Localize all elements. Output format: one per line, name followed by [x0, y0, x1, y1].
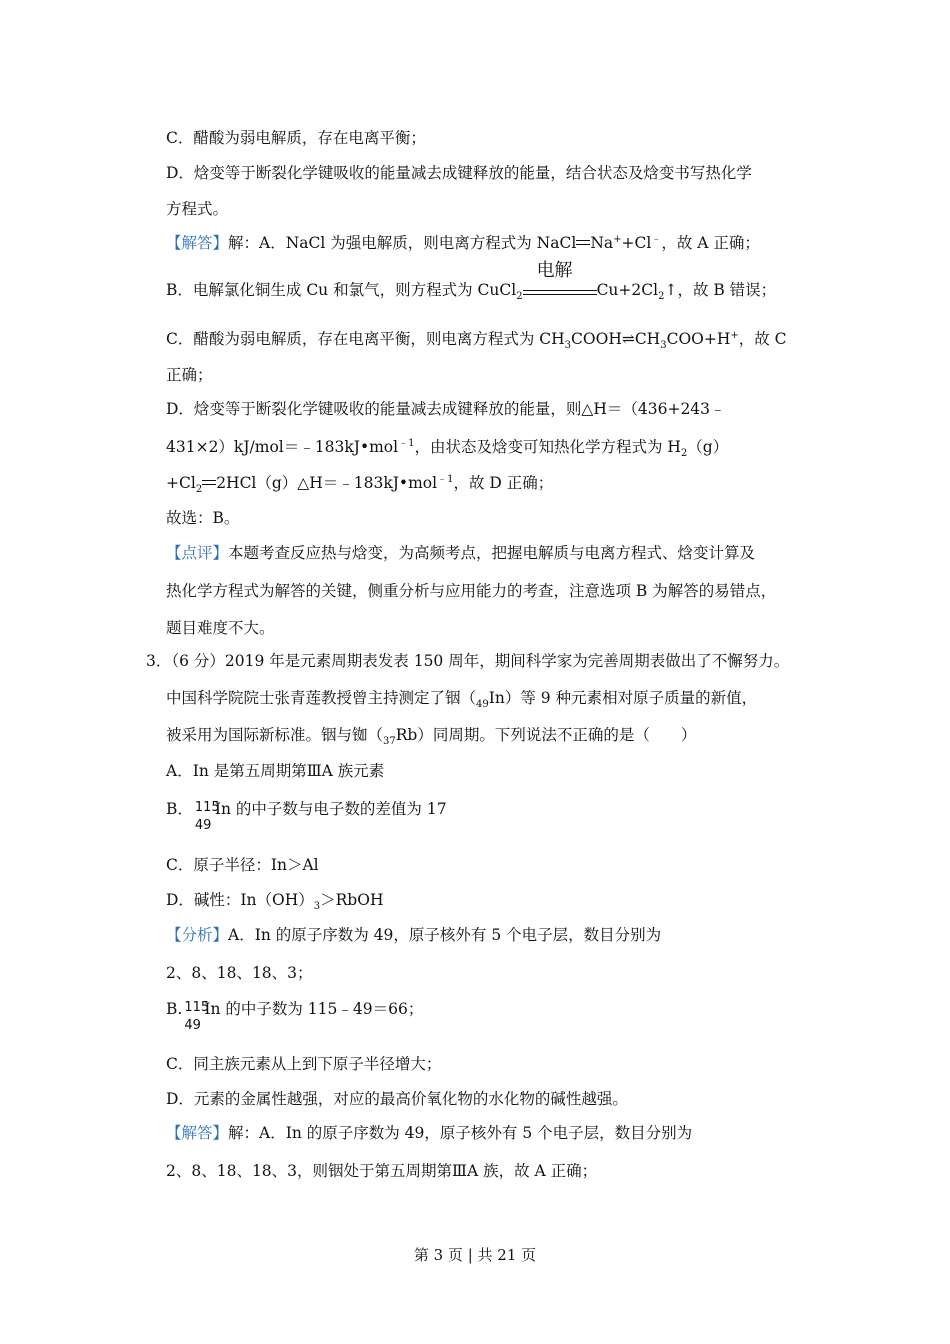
subscript: 3: [564, 340, 572, 352]
equals-sign: [576, 235, 590, 249]
superscript: ﹣: [651, 233, 662, 245]
question-3-stem: 3．（6 分）2019 年是元素周期表发表 150 周年，期间科学家为完善周期表做出了不懈努力。: [146, 652, 790, 670]
superscript: ﹣1: [398, 437, 415, 449]
text: +Cl: [621, 234, 652, 252]
text: Na: [590, 234, 614, 252]
answer-tag: 【解答】: [166, 234, 229, 252]
solution-tag: 【解答】: [166, 1124, 229, 1142]
text: ↑，故 B 错误；: [664, 281, 777, 299]
subscript: 2: [195, 484, 203, 496]
answer-line-c-cont: 正确；: [166, 366, 213, 384]
subscript: 3: [313, 901, 321, 913]
solution-line-1: [166, 1122, 692, 1144]
text: 2HCl（g）△H＝﹣183kJ•mol: [216, 474, 438, 492]
option-a: A．In 是第五周期第ⅢA 族元素: [166, 762, 385, 780]
mass-number: 115: [194, 800, 220, 815]
answer-choice: 故选：B。: [166, 509, 240, 527]
atomic-number: 49: [194, 818, 212, 833]
text: +Cl: [166, 474, 196, 492]
option-c: C．原子半径：In＞Al: [166, 856, 319, 874]
superscript: +: [613, 233, 622, 245]
text: ＞RbOH: [320, 891, 384, 909]
answer-line-d-2: [166, 436, 728, 458]
equals-sign: [202, 475, 216, 489]
superscript: ﹣1: [437, 473, 454, 485]
text: B．: [166, 800, 193, 818]
text: A．In 的原子序数为 49，原子核外有 5 个电子层，数目分别为: [228, 926, 662, 944]
answer-line-d-3: [166, 472, 553, 494]
text: B.: [166, 1000, 183, 1018]
analysis-line-4: C．同主族元素从上到下原子半径增大；: [166, 1055, 442, 1073]
text: 431×2）kJ/mol＝﹣183kJ•mol: [166, 438, 399, 456]
mass-number: 115: [184, 1000, 210, 1015]
text: 中国科学院院士张青莲教授曾主持测定了铟（: [166, 689, 477, 707]
page-footer: 第 3 页 | 共 21 页: [413, 1246, 537, 1264]
option-d: [166, 889, 383, 911]
analysis-line-5: D．元素的金属性越强，对应的最高价氧化物的水化物的碱性越强。: [166, 1090, 628, 1108]
answer-line-a: [166, 232, 760, 254]
subscript: 2: [680, 448, 688, 460]
subscript: 3: [660, 340, 667, 352]
text: In）等 9 种元素相对原子质量的新值，: [488, 689, 758, 707]
subscript: 2: [516, 291, 523, 303]
comment-line-1: [166, 542, 755, 564]
analysis-tag: 【分析】: [166, 926, 229, 944]
text: 本题考查反应热与焓变，为高频考点，把握电解质与电离方程式、焓变计算及: [228, 544, 756, 562]
text: 解：A．In 的原子序数为 49，原子核外有 5 个电子层，数目分别为: [228, 1124, 693, 1142]
atomic-number: 49: [184, 1018, 201, 1033]
text: ，故 C: [738, 330, 787, 348]
question-3-stem-3: [166, 724, 696, 746]
answer-line-d: D．焓变等于断裂化学键吸收的能量减去成键释放的能量，则△H＝（436+243﹣: [166, 400, 726, 418]
text: COO+H: [666, 330, 731, 348]
text: ，故 A 正确；: [661, 234, 760, 252]
text: Cu+2Cl: [596, 281, 659, 299]
analysis-option-c: C．醋酸为弱电解质，存在电离平衡；: [166, 129, 426, 147]
analysis-line-1: [166, 924, 661, 946]
text: D．碱性：In（OH）: [166, 891, 314, 909]
text: ，故 D 正确；: [453, 474, 554, 492]
answer-line-c: [166, 328, 787, 350]
answer-line-b: [166, 260, 777, 303]
text: Rb）同周期。下列说法不正确的是（ ）: [395, 726, 697, 744]
analysis-line-2: 2、8、18、18、3；: [166, 964, 313, 982]
text: （g）: [687, 438, 729, 456]
subscript: 37: [383, 736, 396, 748]
comment-tag: 【点评】: [166, 544, 229, 562]
text: B．电解氯化铜生成 Cu 和氯气，则方程式为 CuCl: [166, 281, 517, 299]
comment-line-2: 热化学方程式为解答的关键，侧重分析与应用能力的考查，注意选项 B 为解答的易错点，: [166, 582, 777, 600]
solution-line-2: 2、8、18、18、3，则铟处于第五周期第ⅢA 族，故 A 正确；: [166, 1162, 598, 1180]
condition-label: 电解: [536, 260, 573, 281]
text: COOH⇌CH: [571, 330, 661, 348]
analysis-option-d-cont: 方程式。: [166, 200, 229, 218]
comment-line-3: 题目难度不大。: [166, 619, 275, 637]
electrolysis-condition: [523, 260, 597, 301]
analysis-option-d: D．焓变等于断裂化学键吸收的能量减去成键释放的能量，结合状态及焓变书写热化学: [166, 164, 752, 182]
text: 被采用为国际新标准。铟与铷（: [166, 726, 384, 744]
nuclide-notation: [182, 998, 210, 1033]
question-3-stem-2: [166, 687, 757, 709]
text: 解：A．NaCl 为强电解质，则电离方程式为 NaCl: [228, 234, 577, 252]
nuclide-notation: [193, 798, 220, 833]
subscript: 2: [658, 291, 665, 303]
text: ，由状态及焓变可知热化学方程式为 H: [414, 438, 681, 456]
text: In 的中子数为 115﹣49＝66；: [204, 1000, 424, 1018]
text: In 的中子数与电子数的差值为 17: [214, 800, 447, 818]
text: C．醋酸为弱电解质，存在电离平衡，则电离方程式为 CH: [166, 330, 565, 348]
superscript: +: [730, 329, 739, 341]
subscript: 49: [476, 699, 489, 711]
analysis-line-3: [166, 998, 424, 1033]
option-b: [166, 798, 447, 833]
